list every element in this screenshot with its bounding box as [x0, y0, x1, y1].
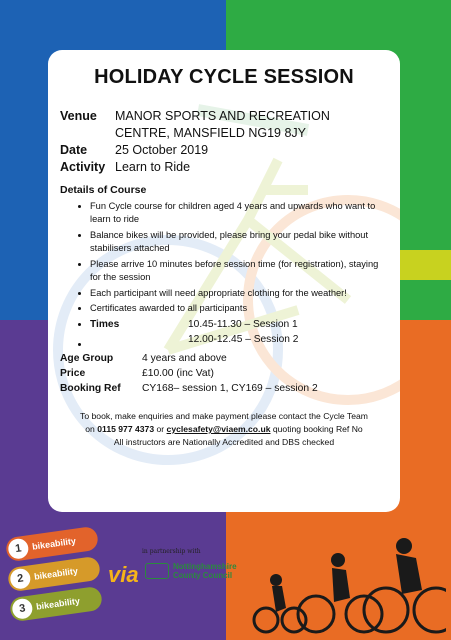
- page-title: HOLIDAY CYCLE SESSION: [94, 66, 354, 88]
- contact-line-3: All instructors are Nationally Accredited and DBS checked: [113, 437, 335, 447]
- contact-line-2: on 0115 977 4373 or cyclesafety@viaem.co.uk quoting booking Ref No: [85, 424, 363, 434]
- course-bullet: • Certificates awarded to all participants: [90, 302, 390, 316]
- footer: [0, 512, 451, 640]
- council-logo: [145, 562, 237, 580]
- background-yellow-stripe: [400, 250, 451, 280]
- booking-ref-label: Booking Ref: [60, 383, 121, 394]
- price-value: £10.00 (inc Vat): [142, 368, 214, 379]
- times-bullet: [90, 333, 390, 347]
- activity-value: Learn to Ride: [115, 160, 191, 174]
- course-bullets: [60, 200, 390, 347]
- price-row: [60, 366, 318, 381]
- times-label: • Times: [90, 318, 120, 330]
- bikeability-badges: [6, 520, 106, 630]
- council-name-line-2: County Council: [173, 571, 233, 580]
- date-value: 25 October 2019: [115, 143, 209, 157]
- poster-card: [48, 50, 400, 512]
- course-bullet: • Balance bikes will be provided, please bring your pedal bike without stabilisers attached: [90, 229, 390, 256]
- course-bullet: • Fun Cycle course for children aged 4 years and upwards who want to learn to ride: [90, 200, 390, 227]
- via-logo: via: [108, 562, 139, 587]
- venue-line-1: MANOR SPORTS AND RECREATION: [115, 109, 330, 123]
- date-row: [60, 142, 385, 159]
- activity-row: [60, 159, 385, 176]
- venue-line-2: CENTRE, MANSFIELD NG19 8JY: [115, 126, 307, 140]
- age-row: [60, 351, 318, 366]
- partnership-text: in partnership with: [142, 548, 201, 555]
- age-value: 4 years and above: [142, 353, 227, 364]
- price-label: Price: [60, 368, 86, 379]
- venue-row: [60, 108, 385, 142]
- age-label: Age Group: [60, 353, 114, 364]
- course-heading: Details of Course: [60, 184, 147, 196]
- email-link[interactable]: cyclesafety@viaem.co.uk: [166, 424, 271, 434]
- times-bullet: [90, 318, 390, 332]
- course-bullet: • Each participant will need appropriate clothing for the weather!: [90, 287, 390, 301]
- bikeability-badge-3: 3 bikeability: [9, 586, 103, 623]
- date-label: Date: [60, 143, 88, 157]
- booking-details: [60, 351, 318, 396]
- booking-ref-row: [60, 381, 318, 396]
- phone-number[interactable]: 0115 977 4373: [97, 424, 155, 434]
- session-1-time: 10.45-11.30 – Session 1: [188, 318, 298, 330]
- course-bullet: • Please arrive 10 minutes before session time (for registration), staying for the session: [90, 258, 390, 285]
- council-name-line-1: Nottinghamshire: [173, 562, 237, 571]
- contact-line-1: To book, make enquiries and make payment please contact the Cycle Team: [80, 411, 368, 421]
- course-details: [60, 184, 390, 349]
- venue-label: Venue: [60, 109, 97, 123]
- event-info: [60, 108, 385, 176]
- bikeability-badge-1: 1 bikeability: [5, 526, 99, 563]
- bikeability-badge-2: 2 bikeability: [7, 556, 101, 593]
- activity-label: Activity: [60, 160, 106, 174]
- contact-info: [58, 410, 390, 449]
- venue-value: [115, 108, 385, 142]
- session-2-time: • 12.00-12.45 – Session 2: [188, 334, 299, 345]
- cyclists-silhouette-icon: [246, 532, 446, 638]
- council-emblem-icon: [145, 563, 169, 579]
- booking-ref-value: CY168– session 1, CY169 – session 2: [142, 383, 318, 394]
